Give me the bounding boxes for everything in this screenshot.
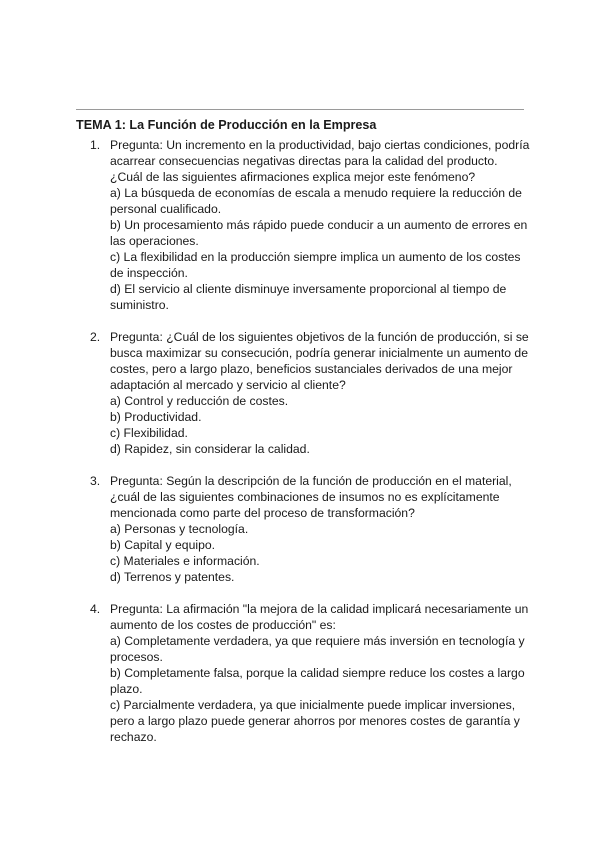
question-prompt-line: Pregunta: La afirmación "la mejora de la calidad implicará necesariamente un (110, 602, 529, 616)
answer-option: d) El servicio al cliente disminuye inversamente proporcional al tiempo de suministro. (110, 282, 507, 312)
question-body (110, 137, 530, 313)
question-number: 4. (90, 602, 101, 616)
answer-option: c) Parcialmente verdadera, ya que inicialmente puede implicar inversiones, pero a largo plazo puede generar ahorros por menores costes de garantía y rechazo. (110, 698, 520, 744)
section-heading: TEMA 1: La Función de Producción en la Empresa (76, 118, 377, 132)
answer-option: d) Terrenos y patentes. (110, 570, 235, 584)
answer-option: a) Completamente verdadera, ya que requiere más inversión en tecnología y procesos. (110, 634, 525, 664)
question-body (110, 601, 530, 745)
question-prompt-line: ¿cuál de las siguientes combinaciones de insumos no es explícitamente (110, 490, 500, 504)
question-number: 3. (90, 474, 101, 488)
question-prompt-line: costes, pero a largo plazo, beneficios sustanciales derivados de una mejor (110, 362, 513, 376)
question-item (90, 329, 530, 457)
question-prompt-line: Pregunta: ¿Cuál de los siguientes objetivos de la función de producción, si se (110, 330, 529, 344)
question-prompt-line: busca maximizar su consecución, podría generar inicialmente un aumento de (110, 346, 528, 360)
question-prompt-line: aumento de los costes de producción" es: (110, 618, 336, 632)
answer-option: a) La búsqueda de economías de escala a menudo requiere la reducción de personal cualificado. (110, 186, 522, 216)
answer-option: a) Personas y tecnología. (110, 522, 249, 536)
question-prompt-line: Pregunta: Un incremento en la productividad, bajo ciertas condiciones, podría (110, 138, 530, 152)
answer-option: c) Materiales e información. (110, 554, 260, 568)
answer-option: c) Flexibilidad. (110, 426, 188, 440)
question-number: 1. (90, 138, 101, 152)
question-body (110, 329, 530, 457)
answer-option: b) Completamente falsa, porque la calidad siempre reduce los costes a largo plazo. (110, 666, 525, 696)
answer-option: a) Control y reducción de costes. (110, 394, 289, 408)
question-prompt-line: Pregunta: Según la descripción de la función de producción en el material, (110, 474, 512, 488)
question-item (90, 473, 530, 585)
question-prompt-line: mencionada como parte del proceso de transformación? (110, 506, 415, 520)
header-divider (76, 109, 524, 110)
answer-option: c) La flexibilidad en la producción siempre implica un aumento de los costes de inspección. (110, 250, 521, 280)
question-body (110, 473, 530, 585)
question-item (90, 137, 530, 313)
answer-option: b) Productividad. (110, 410, 202, 424)
answer-option: d) Rapidez, sin considerar la calidad. (110, 442, 310, 456)
question-prompt-line: adaptación al mercado y servicio al cliente? (110, 378, 346, 392)
answer-option: b) Un procesamiento más rápido puede conducir a un aumento de errores en las operaciones. (110, 218, 528, 248)
answer-option: b) Capital y equipo. (110, 538, 216, 552)
question-prompt-line: acarrear consecuencias negativas directas para la calidad del producto. (110, 154, 498, 168)
question-number: 2. (90, 330, 101, 344)
question-prompt-line: ¿Cuál de las siguientes afirmaciones explica mejor este fenómeno? (110, 170, 476, 184)
question-item (90, 601, 530, 745)
